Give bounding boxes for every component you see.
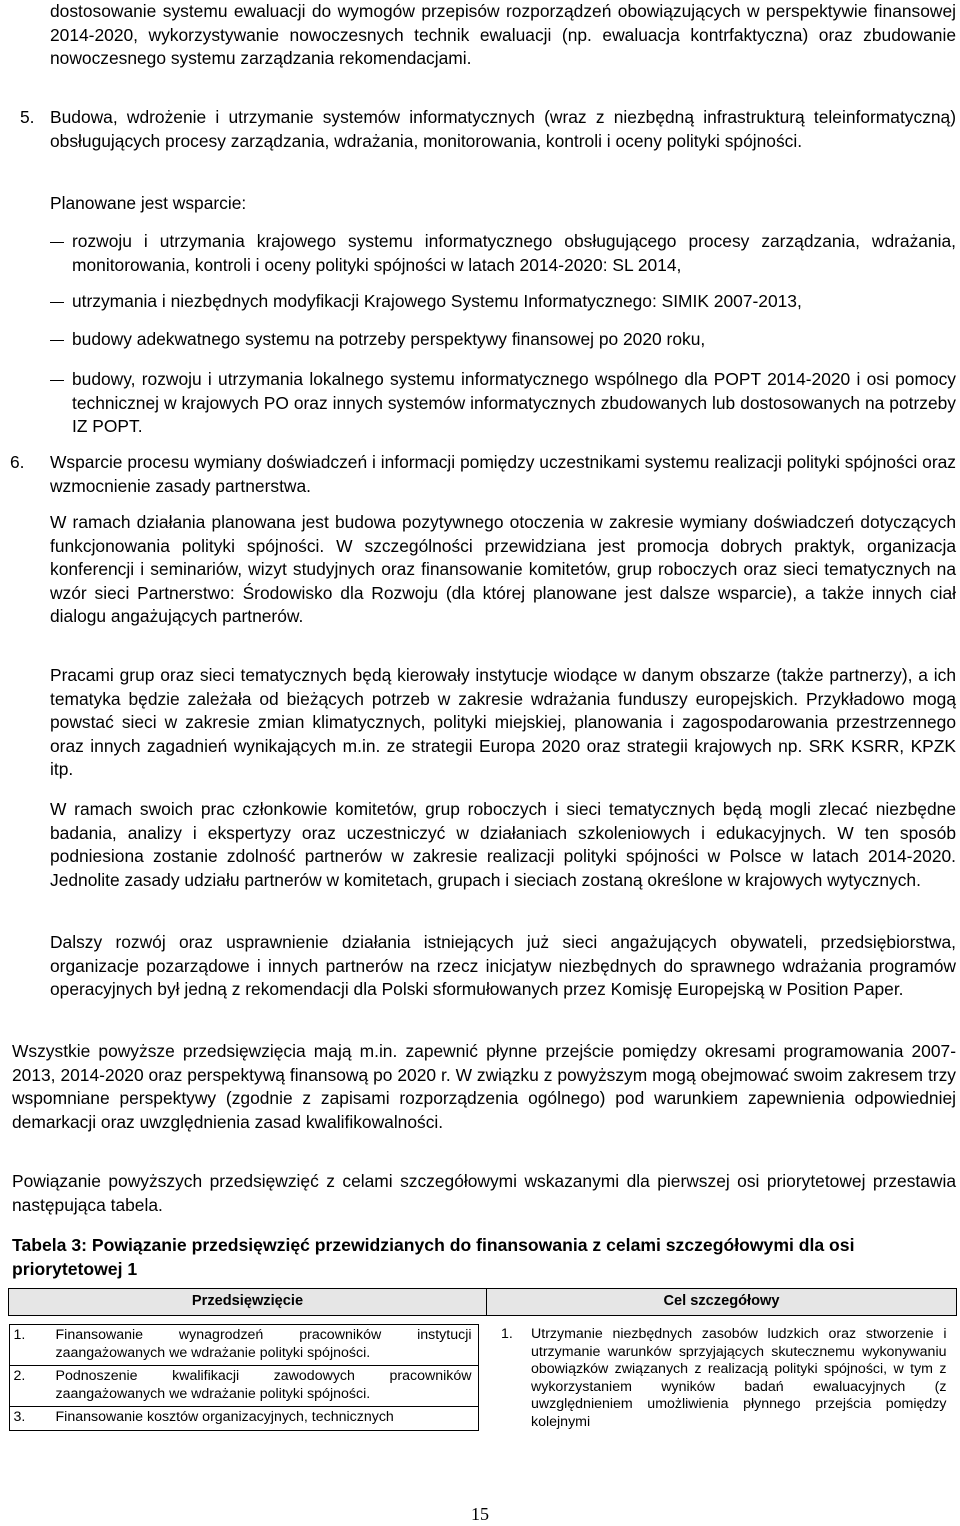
item-5-text: Budowa, wdrożenie i utrzymanie systemów informatycznych (wraz z niezbędną infrastrukturą teleinformatyczną) obsługujących procesy zarządzania, wdrażania, monitorowania, kontroli i oceny polityki spójności. <box>50 107 956 151</box>
table-header-left: Przedsięwzięcie <box>9 1289 487 1316</box>
objective-text: Utrzymanie niezbędnych zasobów ludzkich oraz stworzenie i utrzymanie warunków sprzyjających skutecznemu wykonywaniu obowiązków związanych z realizacją polityki spójności, w tym z wykorzystaniem wyników badań ewaluacyjnych (z uwzględnieniem umożliwienia płynnego przejścia pomiędzy kolejnymi <box>531 1326 947 1430</box>
list-item <box>10 1365 478 1406</box>
item-6-text: Wsparcie procesu wymiany doświadczeń i informacji pomiędzy uczestnikami systemu realizacji polityki spójności oraz wzmocnienie zasady partnerstwa. <box>50 452 956 496</box>
objectives-table <box>8 1288 957 1432</box>
body-paragraph: Pracami grup oraz sieci tematycznych będą kierowały instytucje wiodące w danym obszarze (także partnerzy), a ich tematyka będzie zależała od bieżących potrzeb w zakresie wdrażania funduszy europejskich. Przykładowo mogą powstać sieci w zakresie zmian klimatycznych, polityki miejskiej, planowania i zagospodarowania przestrzennego oraz innych zagadnień wynikających m.in. ze strategii Europa 2020 oraz strategii krajowych np. SRK KSRR, KPZK itp. <box>50 665 956 780</box>
objective-number: 1. <box>501 1326 513 1342</box>
closing-paragraph: Powiązanie powyższych przedsięwzięć z celami szczegółowymi wskazanymi dla pierwszej osi priorytetowej przestawia następująca tabela. <box>12 1171 956 1215</box>
bullet-item: utrzymania i niezbędnych modyfikacji Krajowego Systemu Informatycznego: SIMIK 2007-2013, <box>72 291 802 311</box>
list-item-number: 1. <box>13 1327 26 1343</box>
support-intro: Planowane jest wsparcie: <box>50 193 247 213</box>
item-number-5: 5. <box>20 107 35 127</box>
list-item-text: Finansowanie kosztów organizacyjnych, technicznych <box>55 1409 394 1426</box>
closing-paragraph: Wszystkie powyższe przedsięwzięcia mają m.in. zapewnić płynne przejście pomiędzy okresami programowania 2007-2013, 2014-2020 oraz perspektywą finansową po 2020 r. W związku z powyższym mogą obejmować swoim zakresem trzy wspomniane perspektywy (zgodnie z zapisami rozporządzenia ogólnego) pod warunkiem zapewnienia odpowiedniej demarkacji oraz uwzględnienia zasad kwalifikowalności. <box>12 1041 956 1132</box>
table-header-right: Cel szczegółowy <box>487 1289 957 1316</box>
bullet-dash <box>50 340 64 341</box>
list-item-number: 3. <box>13 1409 26 1426</box>
bullet-dash <box>50 380 64 381</box>
table-caption: Tabela 3: Powiązanie przedsięwzięć przewidzianych do finansowania z celami szczegółowymi dla osi priorytetowej 1 <box>12 1235 855 1279</box>
list-item <box>10 1406 478 1430</box>
table-cell-right <box>487 1316 957 1432</box>
page-number: 15 <box>471 1504 489 1524</box>
list-item-number: 2. <box>13 1368 26 1385</box>
body-paragraph: W ramach swoich prac członkowie komitetów, grup roboczych i sieci tematycznych będą mogli zlecać niezbędne badania, analizy i ekspertyzy oraz uczestniczyć w działaniach szkoleniowych i edukacyjnych. W ten sposób podniesiona zostanie zdolność partnerów w zakresie realizacji polityki spójności w Polsce w latach 2014-2020. Jednolite zasady udziału partnerów w komitetach, grupach i sieciach zostaną określone w krajowych wytycznych. <box>50 799 956 890</box>
bullet-item: budowy, rozwoju i utrzymania lokalnego systemu informatycznego wspólnego dla POPT 2014-2020 i osi pomocy technicznej w krajowych PO oraz innych systemów informatycznych zbudowanych lub dostosowanych na potrzeby IZ POPT. <box>72 369 956 437</box>
list-item <box>10 1325 478 1365</box>
bullet-item: rozwoju i utrzymania krajowego systemu informatycznego obsługującego procesy zarządzania, wdrażania, monitorowania, kontroli i oceny polityki spójności w latach 2014-2020: SL 2014, <box>72 231 956 275</box>
continued-paragraph: dostosowanie systemu ewaluacji do wymogów przepisów rozporządzeń obowiązujących w perspektywie finansowej 2014-2020, wykorzystywanie nowoczesnych technik ewaluacji (np. ewaluacja kontrfaktyczna) oraz zbudowanie nowoczesnego systemu zarządzania rekomendacjami. <box>50 1 956 69</box>
list-item-text: Podnoszenie kwalifikacji zawodowych pracowników zaangażowanych we wdrażanie polityki spójności. <box>55 1368 472 1402</box>
table-cell-left <box>9 1316 487 1432</box>
list-item-text: Finansowanie wynagrodzeń pracowników instytucji zaangażowanych we wdrażanie polityki spójności. <box>55 1327 472 1361</box>
body-paragraph: W ramach działania planowana jest budowa pozytywnego otoczenia w zakresie wymiany doświadczeń dotyczących funkcjonowania polityki spójności. W szczególności przewidziana jest promocja dobrych praktyk, organizacja konferencji i seminariów, wizyt studyjnych oraz finansowanie komitetów, grup roboczych oraz sieci tematycznych na wzór sieci Partnerstwo: Środowisko dla Rozwoju (dla której planowane jest dalsze wsparcie), a także innych ciał dialogu angażujących partnerów. <box>50 512 956 627</box>
bullet-dash <box>50 302 64 303</box>
undertakings-list <box>9 1324 479 1431</box>
bullet-dash <box>50 242 64 243</box>
bullet-item: budowy adekwatnego systemu na potrzeby perspektywy finansowej po 2020 roku, <box>72 329 706 349</box>
body-paragraph: Dalszy rozwój oraz usprawnienie działania istniejących już sieci angażujących obywateli, przedsiębiorstwa, organizacje pozarządowe i innych partnerów na rzecz inicjatyw niezbędnych do sprawnego wdrażania programów operacyjnych był jedną z rekomendacji dla Polski sformułowanych przez Komisję Europejską w Position Paper. <box>50 932 956 1000</box>
item-number-6: 6. <box>10 452 25 472</box>
